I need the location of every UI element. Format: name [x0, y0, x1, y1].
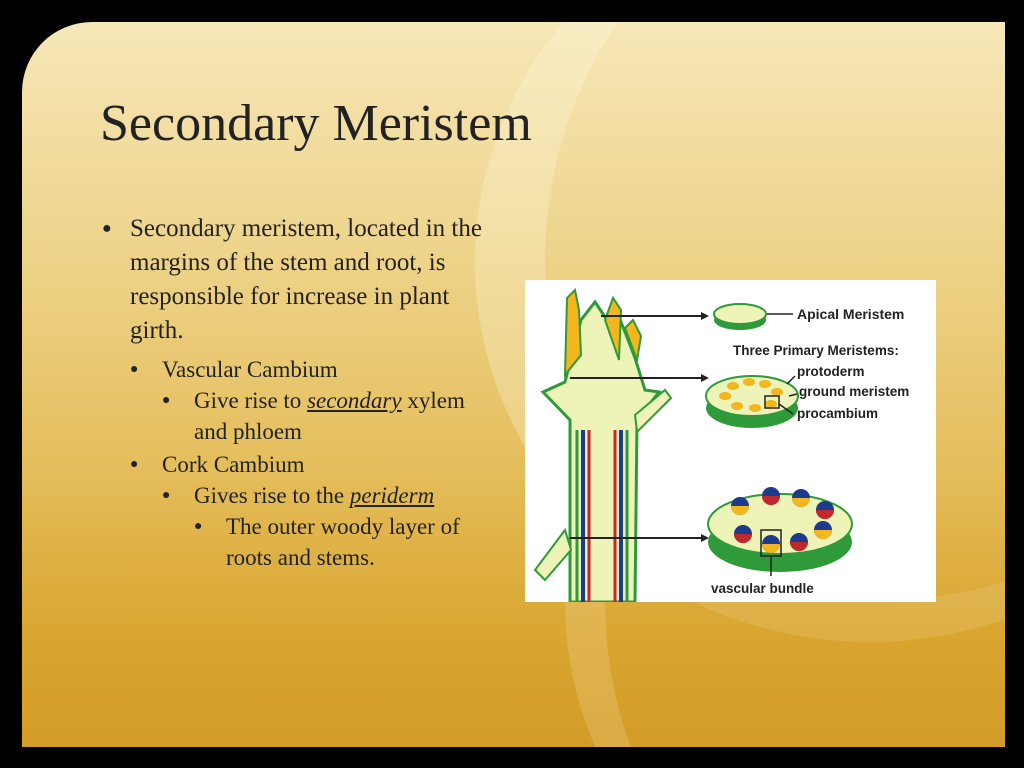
apical-disc-top — [714, 304, 766, 324]
bullet-periderm-detail: ● The outer woody layer of roots and stems. — [194, 511, 502, 573]
primary-bundle — [771, 388, 783, 396]
sub-sub-sub-bullet-list — [194, 511, 502, 573]
bullet-list — [102, 212, 502, 573]
label-apical-meristem: Apical Meristem — [797, 306, 905, 322]
primary-bundle — [719, 392, 731, 400]
label-vascular-bundle: vascular bundle — [711, 581, 814, 596]
bullet-vascular-cambium — [130, 354, 502, 447]
bullet-cork-detail — [162, 480, 502, 573]
primary-bundle — [743, 378, 755, 386]
sub-sub-bullet-list — [162, 385, 502, 447]
stem-base-branch — [535, 530, 571, 580]
bullet-cork-cambium — [130, 449, 502, 573]
label-three-primary: Three Primary Meristems: — [733, 343, 899, 358]
bullet-text: Cork Cambium — [162, 452, 305, 477]
sub-sub-bullet-list — [162, 480, 502, 573]
primary-bundle — [731, 402, 743, 410]
pointer-apical-arrow — [701, 312, 709, 320]
meristem-diagram — [525, 280, 936, 602]
primary-bundle — [759, 380, 771, 388]
label-procambium: procambium — [797, 406, 879, 421]
bullet-text: Vascular Cambium — [162, 357, 338, 382]
bullet-text: Give rise to — [194, 388, 308, 413]
emphasis-secondary: secondary — [307, 388, 402, 413]
label-line-protoderm — [787, 376, 795, 384]
bullet-vascular-detail — [162, 385, 502, 447]
sub-bullet-list — [130, 354, 502, 573]
primary-bundle — [749, 404, 761, 412]
emphasis-periderm: periderm — [349, 483, 435, 508]
primary-bundle — [765, 400, 777, 408]
label-ground-meristem: ground meristem — [799, 384, 910, 399]
bullet-text: Gives rise to the — [194, 483, 350, 508]
pointer-primary-arrow — [701, 374, 709, 382]
bullet-secondary-meristem — [102, 212, 502, 573]
slide — [22, 22, 1005, 747]
bullet-text: xylem and phloem — [194, 388, 465, 444]
slide-title: Secondary Meristem — [100, 95, 532, 152]
bullet-text: Secondary meristem, located in the margins of the stem and root, is responsible for increase in plant girth. — [130, 215, 482, 344]
pointer-secondary-arrow — [701, 534, 709, 542]
primary-bundle — [727, 382, 739, 390]
meristem-diagram-svg — [525, 280, 936, 602]
label-protoderm: protoderm — [797, 364, 865, 379]
